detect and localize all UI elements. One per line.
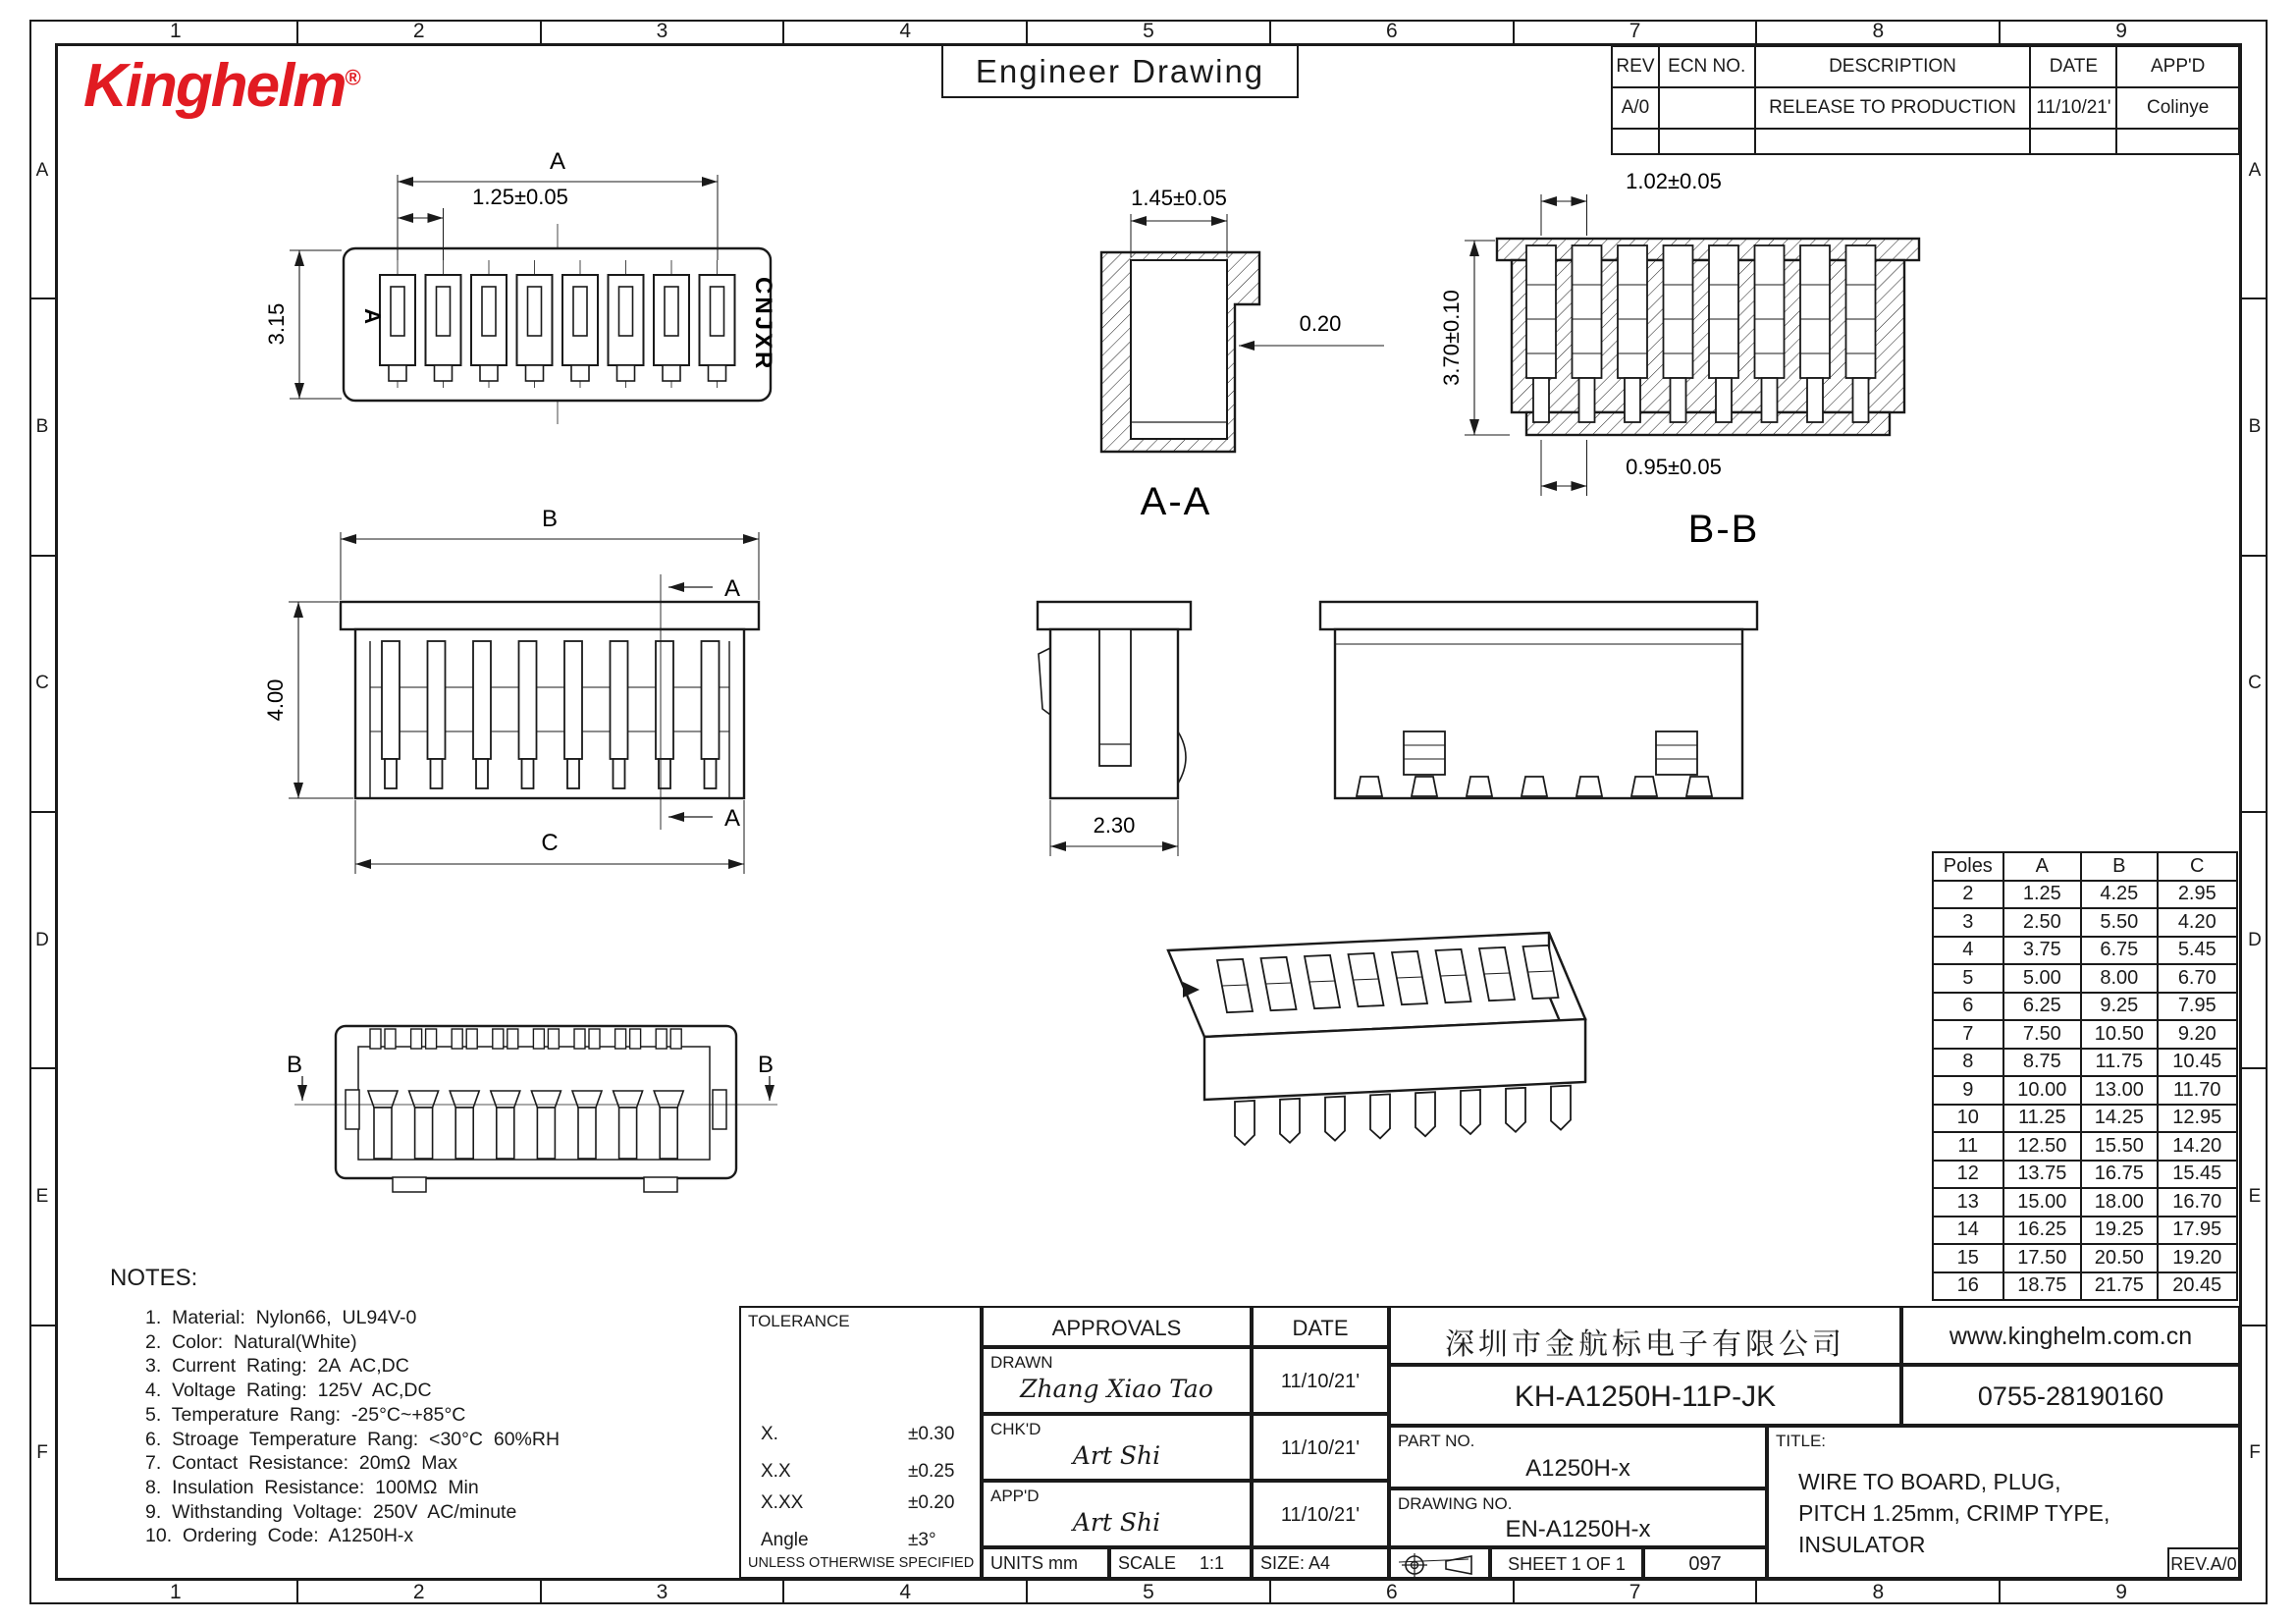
grid-col-label: 1 bbox=[55, 1581, 298, 1604]
grid-col-label: 7 bbox=[1515, 20, 1758, 43]
units-cell: UNITS mm bbox=[982, 1547, 1109, 1579]
rev-value: REV.A/0 bbox=[2170, 1554, 2237, 1574]
table-cell: 16.25 bbox=[2003, 1217, 2081, 1245]
checked-date-cell: 11/10/21' bbox=[1252, 1414, 1389, 1481]
grid-col-label: 6 bbox=[1271, 1581, 1515, 1604]
table-cell: 10 bbox=[1933, 1105, 2003, 1133]
drawn-date-cell: 11/10/21' bbox=[1252, 1347, 1389, 1414]
table-cell: 19.20 bbox=[2158, 1244, 2237, 1272]
grid-row-label: A bbox=[29, 43, 55, 299]
table-cell: 9 bbox=[1933, 1076, 2003, 1105]
drawn-signature: Zhang Xiao Tao bbox=[1020, 1375, 1213, 1403]
grid-row-label: F bbox=[2249, 1442, 2261, 1464]
cut-label-b-left: B bbox=[287, 1052, 303, 1078]
grid-rows-left bbox=[29, 43, 55, 1581]
rev-cell bbox=[2167, 1547, 2240, 1579]
table-row bbox=[1933, 1132, 2237, 1161]
logo-text: Kinghelm bbox=[83, 52, 346, 120]
note-item: 6. Stroage Temperature Rang: <30°C 60%RH bbox=[145, 1428, 561, 1450]
table-row bbox=[1933, 1188, 2237, 1217]
title-line: PITCH 1.25mm, CRIMP TYPE, bbox=[1798, 1500, 2110, 1526]
grid-col-label: 7 bbox=[1515, 1581, 1758, 1604]
ecn-header: ECN NO. bbox=[1659, 46, 1755, 87]
dim-bb-pitch: 1.02±0.05 bbox=[1626, 169, 1722, 193]
approved-date-cell: 11/10/21' bbox=[1252, 1481, 1389, 1547]
scale-value: 1:1 bbox=[1200, 1553, 1225, 1573]
table-cell: 18.75 bbox=[2003, 1272, 2081, 1301]
table-cell: 11.75 bbox=[2081, 1049, 2158, 1077]
table-cell: 15.50 bbox=[2081, 1132, 2158, 1161]
table-cell: 13.00 bbox=[2081, 1076, 2158, 1105]
table-cell: 10.00 bbox=[2003, 1076, 2081, 1105]
date-header-cell: DATE bbox=[1252, 1306, 1389, 1347]
col-b-header: B bbox=[2081, 852, 2158, 881]
table-cell: 17.95 bbox=[2158, 1217, 2237, 1245]
table-cell: 2 bbox=[1933, 881, 2003, 909]
table-cell: 16 bbox=[1933, 1272, 2003, 1301]
registered-mark: ® bbox=[345, 65, 359, 90]
dim-aa-slot-width: 1.45±0.05 bbox=[1131, 186, 1227, 210]
doc-num-cell bbox=[1643, 1547, 1767, 1579]
note-item: 10. Ordering Code: A1250H-x bbox=[145, 1525, 414, 1547]
tolerance-title: TOLERANCE bbox=[748, 1312, 850, 1330]
grid-row-label: D bbox=[29, 813, 55, 1069]
grid-col-label: 8 bbox=[1757, 20, 2001, 43]
cut-label-b-right: B bbox=[758, 1052, 774, 1078]
doc-num: 097 bbox=[1688, 1553, 1722, 1575]
drawn-cell: DRAWN Zhang Xiao Tao bbox=[982, 1347, 1252, 1414]
website: www.kinghelm.com.cn bbox=[1949, 1323, 2193, 1350]
dim-bb-height: 3.70±0.10 bbox=[1439, 290, 1464, 386]
col-c-header: C bbox=[2158, 852, 2237, 881]
grid-row-label: D bbox=[2242, 813, 2268, 1069]
approved-cell: APP'D Art Shi bbox=[982, 1481, 1252, 1547]
table-row bbox=[1933, 964, 2237, 993]
table-row bbox=[1933, 993, 2237, 1021]
table-cell: 2.95 bbox=[2158, 881, 2237, 909]
sheet-title-box bbox=[941, 44, 1299, 98]
table-cell: 12.50 bbox=[2003, 1132, 2081, 1161]
notes-title: NOTES: bbox=[110, 1265, 198, 1291]
grid-col-label: 6 bbox=[1271, 20, 1515, 43]
appd-header: APP'D bbox=[2116, 46, 2239, 87]
table-cell: 10.50 bbox=[2081, 1020, 2158, 1049]
grid-col-label: 9 bbox=[2115, 20, 2127, 42]
table-cell: 15.45 bbox=[2158, 1161, 2237, 1189]
revision-row bbox=[1612, 87, 2239, 129]
note-item: 9. Withstanding Voltage: 250V AC/minute bbox=[145, 1500, 517, 1523]
table-cell: 3 bbox=[1933, 908, 2003, 937]
table-cell: 11.70 bbox=[2158, 1076, 2237, 1105]
title-cell: TITLE: WIRE TO BOARD, PLUG, PITCH 1.25mm, CRIMP TYPE, INSULATOR bbox=[1767, 1426, 2240, 1579]
table-cell: 17.50 bbox=[2003, 1244, 2081, 1272]
date-header: DATE bbox=[2030, 46, 2116, 87]
website-cell bbox=[1901, 1306, 2240, 1365]
grid-col-label: 4 bbox=[784, 20, 1028, 43]
table-cell: 4.20 bbox=[2158, 908, 2237, 937]
grid-col-label: 5 bbox=[1028, 20, 1271, 43]
title-line: INSULATOR bbox=[1798, 1532, 1926, 1557]
table-cell: 20.45 bbox=[2158, 1272, 2237, 1301]
section-aa-label: A-A bbox=[1140, 480, 1212, 523]
note-item: 5. Temperature Rang: -25°C~+85°C bbox=[145, 1403, 466, 1426]
part-no-cell: PART NO. A1250H-x bbox=[1389, 1426, 1767, 1488]
grid-row-label: F bbox=[36, 1442, 48, 1464]
rev-header: REV bbox=[1612, 46, 1659, 87]
grid-row-label: C bbox=[2242, 557, 2268, 813]
kinghelm-logo bbox=[83, 51, 359, 121]
grid-col-label: 8 bbox=[1757, 1581, 2001, 1604]
col-a-header: A bbox=[2003, 852, 2081, 881]
checked-signature: Art Shi bbox=[1072, 1441, 1161, 1470]
poles-header: Poles bbox=[1933, 852, 2003, 881]
drawing-no: EN-A1250H-x bbox=[1505, 1516, 1651, 1542]
poles-header-row bbox=[1933, 852, 2237, 881]
table-cell: 8.00 bbox=[2081, 964, 2158, 993]
table-cell: 5.50 bbox=[2081, 908, 2158, 937]
tolerance-footer: UNLESS OTHERWISE SPECIFIED bbox=[748, 1555, 975, 1571]
table-cell: 7 bbox=[1933, 1020, 2003, 1049]
sheet-info: SHEET 1 OF 1 bbox=[1508, 1554, 1626, 1574]
brand-marking: CNJXR bbox=[750, 277, 776, 372]
approved-signature: Art Shi bbox=[1072, 1508, 1161, 1537]
title-line: WIRE TO BOARD, PLUG, bbox=[1798, 1469, 2061, 1494]
grid-col-label: 3 bbox=[542, 1581, 785, 1604]
table-cell: 11.25 bbox=[2003, 1105, 2081, 1133]
note-item: 7. Contact Resistance: 20mΩ Max bbox=[145, 1452, 458, 1475]
grid-row-label: E bbox=[2242, 1069, 2268, 1325]
projection-symbol-cell bbox=[1389, 1547, 1490, 1579]
dim-side-width: 2.30 bbox=[1093, 813, 1136, 838]
table-row bbox=[1933, 1049, 2237, 1077]
table-cell: 19.25 bbox=[2081, 1217, 2158, 1245]
cavity-marking: A bbox=[360, 308, 385, 324]
table-row bbox=[1933, 1217, 2237, 1245]
grid-row-label: B bbox=[2242, 299, 2268, 556]
table-row bbox=[1933, 881, 2237, 909]
tolerance-cell bbox=[739, 1306, 982, 1579]
appd-value: Colinye bbox=[2116, 87, 2239, 129]
checked-cell: CHK'D Art Shi bbox=[982, 1414, 1252, 1481]
table-cell: 18.00 bbox=[2081, 1188, 2158, 1217]
table-cell: 12 bbox=[1933, 1161, 2003, 1189]
tolerance-row: X.XX ±0.20 bbox=[761, 1492, 955, 1513]
table-cell: 6 bbox=[1933, 993, 2003, 1021]
table-row bbox=[1933, 908, 2237, 937]
company-cell bbox=[1389, 1306, 1901, 1365]
table-cell: 13 bbox=[1933, 1188, 2003, 1217]
table-cell: 12.95 bbox=[2158, 1105, 2237, 1133]
grid-col-label: 1 bbox=[55, 20, 298, 43]
table-row bbox=[1933, 1161, 2237, 1189]
part-code-cell bbox=[1389, 1365, 1901, 1426]
grid-row-label: A bbox=[2242, 43, 2268, 299]
rev-value: A/0 bbox=[1612, 87, 1659, 129]
dim-front-lower: C bbox=[541, 830, 559, 856]
dim-bb-slot: 0.95±0.05 bbox=[1626, 455, 1722, 479]
table-cell: 14.20 bbox=[2158, 1132, 2237, 1161]
table-cell: 10.45 bbox=[2158, 1049, 2237, 1077]
dim-top-overall: A bbox=[549, 148, 566, 175]
drawing-no-cell: DRAWING NO. EN-A1250H-x bbox=[1389, 1488, 1767, 1547]
table-row bbox=[1933, 1020, 2237, 1049]
table-cell: 21.75 bbox=[2081, 1272, 2158, 1301]
dim-front-height: 4.00 bbox=[263, 678, 288, 722]
table-row bbox=[1933, 1244, 2237, 1272]
table-cell: 4.25 bbox=[2081, 881, 2158, 909]
section-bb-label: B-B bbox=[1687, 508, 1760, 551]
dim-aa-wall: 0.20 bbox=[1299, 311, 1342, 336]
cut-label-a-bottom: A bbox=[724, 805, 741, 832]
tolerance-row: X. ±0.30 bbox=[761, 1424, 955, 1444]
grid-col-label: 9 bbox=[2115, 1581, 2127, 1603]
grid-col-label: 5 bbox=[1028, 1581, 1271, 1604]
approvals-header-cell: APPROVALS bbox=[982, 1306, 1252, 1347]
grid-col-label: 4 bbox=[784, 1581, 1028, 1604]
grid-col-label: 2 bbox=[298, 20, 542, 43]
description-value: RELEASE TO PRODUCTION bbox=[1755, 87, 2031, 129]
notes-list bbox=[110, 1306, 738, 1548]
dim-top-pitch: 1.25±0.05 bbox=[472, 185, 568, 209]
cut-label-a-top: A bbox=[724, 575, 741, 602]
note-item: 3. Current Rating: 2A AC,DC bbox=[145, 1355, 409, 1378]
table-cell: 16.75 bbox=[2081, 1161, 2158, 1189]
dim-front-overall: B bbox=[541, 506, 559, 532]
phone-cell bbox=[1901, 1365, 2240, 1426]
note-item: 2. Color: Natural(White) bbox=[145, 1330, 357, 1353]
table-cell: 16.70 bbox=[2158, 1188, 2237, 1217]
third-angle-projection-icon bbox=[1399, 1553, 1481, 1577]
grid-row-label: E bbox=[29, 1069, 55, 1325]
table-row bbox=[1933, 937, 2237, 965]
table-cell: 6.70 bbox=[2158, 964, 2237, 993]
description-header: DESCRIPTION bbox=[1755, 46, 2031, 87]
revision-table bbox=[1611, 45, 2240, 155]
tolerance-row: X.X ±0.25 bbox=[761, 1461, 955, 1482]
grid-row-label: B bbox=[29, 299, 55, 556]
sheet-cell bbox=[1490, 1547, 1643, 1579]
company-name: 深圳市金航标电子有限公司 bbox=[1445, 1328, 1845, 1361]
table-cell: 20.50 bbox=[2081, 1244, 2158, 1272]
table-cell: 6.25 bbox=[2003, 993, 2081, 1021]
table-cell: 4 bbox=[1933, 937, 2003, 965]
phone: 0755-28190160 bbox=[1977, 1381, 2164, 1411]
part-code: KH-A1250H-11P-JK bbox=[1514, 1380, 1777, 1413]
scale-cell: SCALE 1:1 bbox=[1109, 1547, 1252, 1579]
table-cell: 6.75 bbox=[2081, 937, 2158, 965]
grid-columns-top bbox=[55, 20, 2242, 43]
table-cell: 2.50 bbox=[2003, 908, 2081, 937]
grid-rows-right bbox=[2242, 43, 2268, 1581]
table-cell: 13.75 bbox=[2003, 1161, 2081, 1189]
tolerance-row: Angle ±3° bbox=[761, 1530, 936, 1550]
note-item: 4. Voltage Rating: 125V AC,DC bbox=[145, 1380, 432, 1402]
note-item: 1. Material: Nylon66, UL94V-0 bbox=[145, 1307, 417, 1328]
title-block bbox=[739, 1306, 2240, 1579]
table-cell: 14 bbox=[1933, 1217, 2003, 1245]
table-cell: 9.20 bbox=[2158, 1020, 2237, 1049]
table-row bbox=[1933, 1105, 2237, 1133]
ecn-value bbox=[1659, 87, 1755, 129]
grid-col-label: 3 bbox=[542, 20, 785, 43]
date-value: 11/10/21' bbox=[2030, 87, 2116, 129]
grid-row-label: C bbox=[29, 557, 55, 813]
table-row bbox=[1933, 1076, 2237, 1105]
table-cell: 7.95 bbox=[2158, 993, 2237, 1021]
note-item: 8. Insulation Resistance: 100MΩ Min bbox=[145, 1476, 479, 1498]
part-no: A1250H-x bbox=[1525, 1455, 1630, 1482]
table-cell: 1.25 bbox=[2003, 881, 2081, 909]
revision-empty-row bbox=[1612, 129, 2239, 154]
table-cell: 15 bbox=[1933, 1244, 2003, 1272]
table-cell: 14.25 bbox=[2081, 1105, 2158, 1133]
table-row bbox=[1933, 1272, 2237, 1301]
table-cell: 5 bbox=[1933, 964, 2003, 993]
table-cell: 11 bbox=[1933, 1132, 2003, 1161]
table-cell: 9.25 bbox=[2081, 993, 2158, 1021]
table-cell: 5.45 bbox=[2158, 937, 2237, 965]
poles-dimension-table bbox=[1932, 851, 2238, 1301]
dim-top-height: 3.15 bbox=[264, 302, 289, 346]
revision-header-row bbox=[1612, 46, 2239, 87]
table-cell: 7.50 bbox=[2003, 1020, 2081, 1049]
notes-section bbox=[110, 1265, 738, 1548]
table-cell: 8.75 bbox=[2003, 1049, 2081, 1077]
table-cell: 15.00 bbox=[2003, 1188, 2081, 1217]
table-cell: 3.75 bbox=[2003, 937, 2081, 965]
grid-col-label: 2 bbox=[298, 1581, 542, 1604]
table-cell: 8 bbox=[1933, 1049, 2003, 1077]
grid-columns-bottom bbox=[55, 1581, 2242, 1604]
sheet-title: Engineer Drawing bbox=[975, 52, 1265, 89]
size-cell: SIZE: A4 bbox=[1252, 1547, 1389, 1579]
table-cell: 5.00 bbox=[2003, 964, 2081, 993]
